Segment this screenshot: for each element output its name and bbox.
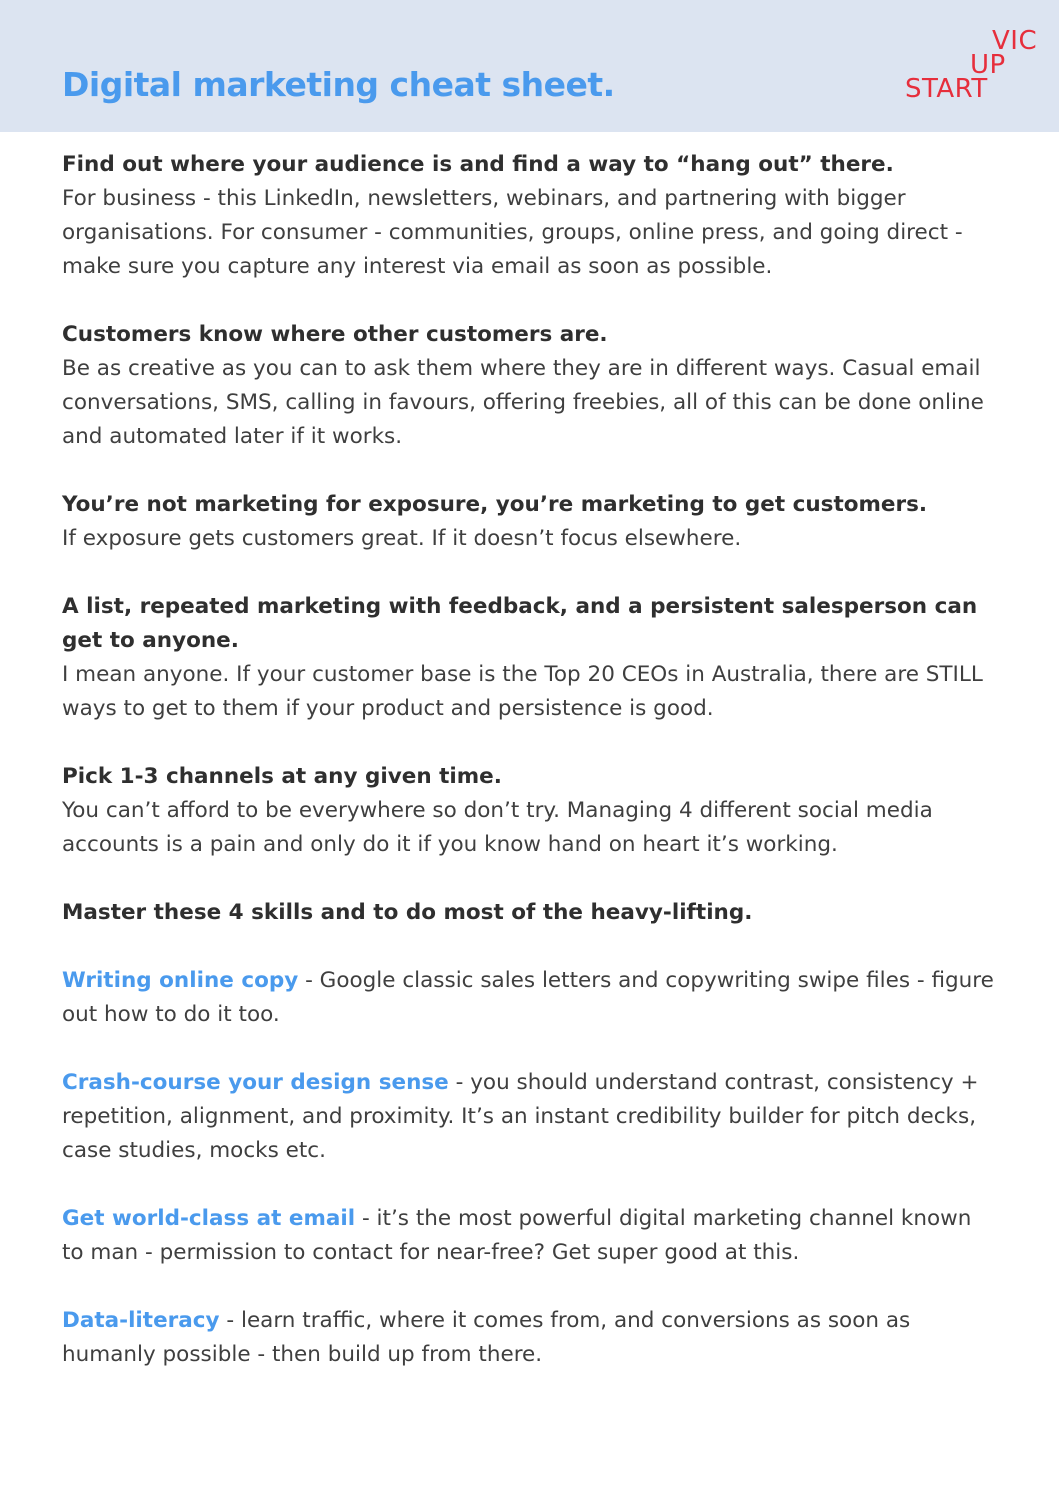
section-heading: A list, repeated marketing with feedback, and a persistent salesperson can get to anyone. bbox=[62, 594, 978, 653]
section-heading: Master these 4 skills and to do most of the heavy-lifting. bbox=[62, 900, 753, 925]
section-customers bbox=[62, 318, 997, 454]
skill-text: - you should understand contrast, consistency + repetition, alignment, and proximity. It’s an instant credibility builder for pitch decks, case studies, mocks etc. bbox=[62, 1070, 979, 1163]
skill-text: - Google classic sales letters and copywriting swipe files - figure out how to do it too. bbox=[62, 968, 994, 1027]
skill-name: Writing online copy bbox=[62, 968, 299, 993]
vic-up-start-logo bbox=[900, 26, 1040, 106]
header-band bbox=[0, 0, 1059, 132]
section-skills bbox=[62, 896, 997, 930]
skill-text: - learn traffic, where it comes from, and conversions as soon as humanly possible - then build up from there. bbox=[62, 1308, 911, 1367]
skill-name: Get world-class at email bbox=[62, 1206, 356, 1231]
logo-line-vic: VIC bbox=[992, 26, 1038, 56]
section-exposure bbox=[62, 488, 997, 556]
section-audience bbox=[62, 148, 997, 284]
logo-line-start: START bbox=[905, 74, 988, 104]
skill-email bbox=[62, 1202, 997, 1270]
content bbox=[62, 148, 997, 1406]
section-channels bbox=[62, 760, 997, 862]
section-heading: Find out where your audience is and find a way to “hang out” there. bbox=[62, 152, 894, 177]
skill-design-sense bbox=[62, 1066, 997, 1168]
section-heading: You’re not marketing for exposure, you’re marketing to get customers. bbox=[62, 492, 928, 517]
logo-line-up: UP bbox=[970, 50, 1006, 80]
section-heading: Pick 1-3 channels at any given time. bbox=[62, 764, 502, 789]
skill-data-literacy bbox=[62, 1304, 997, 1372]
page-title: Digital marketing cheat sheet. bbox=[62, 65, 615, 104]
skill-writing-copy bbox=[62, 964, 997, 1032]
section-body: For business - this LinkedIn, newsletters, webinars, and partnering with bigger organisations. For consumer - communities, groups, online press, and going direct - make sure you capture any interest via email as soon as possible. bbox=[62, 186, 963, 279]
section-list bbox=[62, 590, 997, 726]
skill-name: Data-literacy bbox=[62, 1308, 220, 1333]
skill-text: - it’s the most powerful digital marketing channel known to man - permission to contact for near-free? Get super good at this. bbox=[62, 1206, 972, 1265]
skill-name: Crash-course your design sense bbox=[62, 1070, 449, 1095]
section-body: You can’t afford to be everywhere so don’t try. Managing 4 different social media accounts is a pain and only do it if you know hand on heart it’s working. bbox=[62, 798, 933, 857]
section-heading: Customers know where other customers are. bbox=[62, 322, 608, 347]
section-body: I mean anyone. If your customer base is the Top 20 CEOs in Australia, there are STILL ways to get to them if your product and persistence is good. bbox=[62, 662, 983, 721]
section-body: If exposure gets customers great. If it doesn’t focus elsewhere. bbox=[62, 526, 742, 551]
section-body: Be as creative as you can to ask them where they are in different ways. Casual email conversations, SMS, calling in favours, offering freebies, all of this can be done online and automated later if it works. bbox=[62, 356, 984, 449]
